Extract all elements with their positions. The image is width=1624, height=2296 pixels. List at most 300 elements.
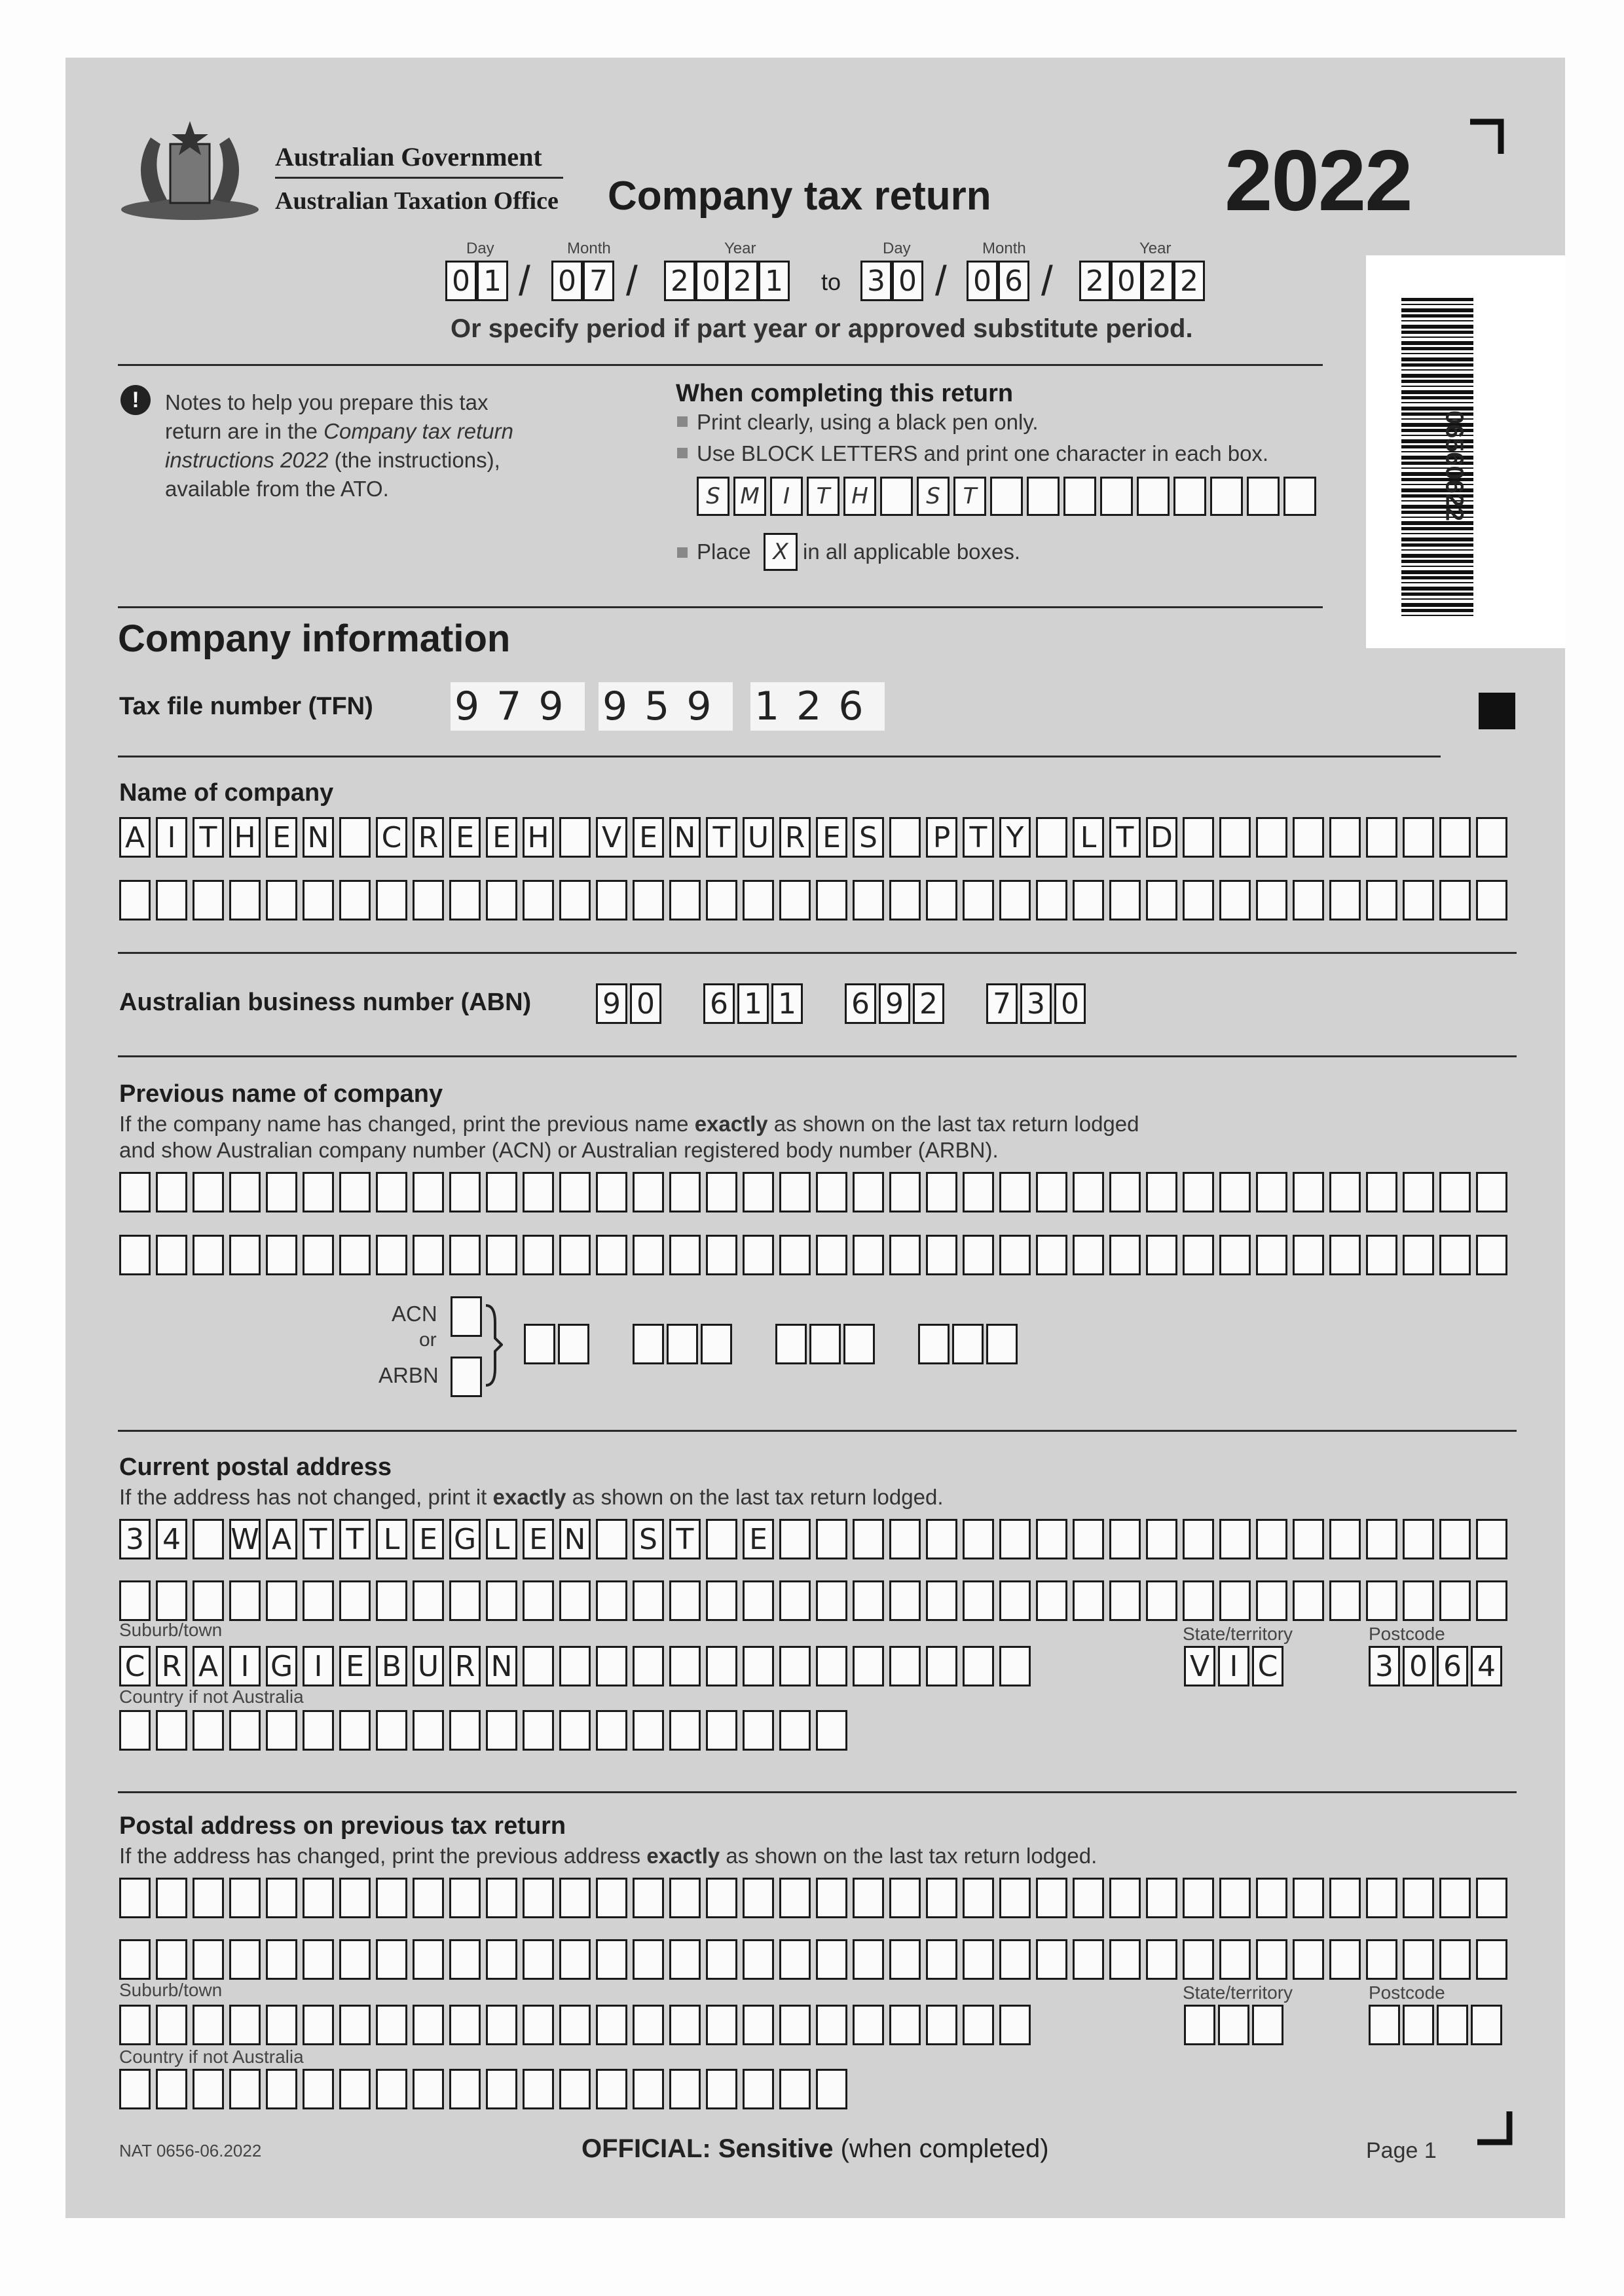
- previous-name-box[interactable]: [1329, 1235, 1361, 1275]
- previous-name-box[interactable]: [193, 1172, 224, 1212]
- current-suburb-box[interactable]: [669, 1646, 701, 1686]
- to-year-box[interactable]: 2: [1142, 261, 1173, 301]
- previous-address-box[interactable]: [926, 1878, 957, 1918]
- arbn-checkbox[interactable]: [451, 1357, 482, 1397]
- company-name-box[interactable]: E: [266, 817, 297, 858]
- previous-name-box[interactable]: [1036, 1235, 1067, 1275]
- previous-name-box[interactable]: [156, 1235, 187, 1275]
- previous-address-box[interactable]: [1366, 1939, 1397, 1980]
- previous-address-box[interactable]: [266, 1878, 297, 1918]
- acn-number-box[interactable]: [701, 1324, 732, 1364]
- previous-country-box[interactable]: [486, 2069, 517, 2109]
- to-year-box[interactable]: 2: [1079, 261, 1111, 301]
- previous-address-box[interactable]: [1329, 1878, 1361, 1918]
- previous-name-box[interactable]: [1366, 1172, 1397, 1212]
- previous-address-box[interactable]: [413, 1878, 444, 1918]
- previous-suburb-box[interactable]: [156, 2005, 187, 2045]
- previous-name-box[interactable]: [1183, 1235, 1214, 1275]
- company-name-box[interactable]: U: [743, 817, 774, 858]
- previous-name-box[interactable]: [1476, 1172, 1507, 1212]
- previous-address-box[interactable]: [523, 1939, 554, 1980]
- previous-name-box[interactable]: [889, 1172, 921, 1212]
- company-name-box[interactable]: [1403, 817, 1434, 858]
- current-address-box[interactable]: [1256, 1519, 1287, 1559]
- current-address-box[interactable]: [743, 1580, 774, 1621]
- company-name-box[interactable]: [853, 880, 884, 920]
- company-name-box[interactable]: [1109, 880, 1141, 920]
- tfn-group-1[interactable]: 979: [451, 682, 585, 731]
- previous-address-box[interactable]: [633, 1878, 664, 1918]
- current-address-box[interactable]: [303, 1580, 334, 1621]
- previous-name-box[interactable]: [963, 1172, 994, 1212]
- previous-country-box[interactable]: [229, 2069, 261, 2109]
- current-country-box[interactable]: [816, 1710, 847, 1751]
- current-country-box[interactable]: [376, 1710, 407, 1751]
- previous-address-box[interactable]: [1073, 1939, 1104, 1980]
- previous-name-box[interactable]: [1366, 1235, 1397, 1275]
- previous-postcode-box[interactable]: [1403, 2005, 1434, 2045]
- previous-address-box[interactable]: [559, 1878, 591, 1918]
- current-address-box[interactable]: [1073, 1580, 1104, 1621]
- current-suburb-box[interactable]: E: [339, 1646, 371, 1686]
- company-name-box[interactable]: T: [1109, 817, 1141, 858]
- current-suburb-box[interactable]: [596, 1646, 627, 1686]
- previous-name-box[interactable]: [1073, 1172, 1104, 1212]
- company-name-box[interactable]: [523, 880, 554, 920]
- current-address-box[interactable]: [1036, 1519, 1067, 1559]
- current-address-box[interactable]: [1403, 1580, 1434, 1621]
- company-name-box[interactable]: V: [596, 817, 627, 858]
- previous-name-box[interactable]: [816, 1172, 847, 1212]
- company-name-box[interactable]: [816, 880, 847, 920]
- previous-address-box[interactable]: [266, 1939, 297, 1980]
- previous-name-box[interactable]: [596, 1172, 627, 1212]
- previous-address-box[interactable]: [889, 1878, 921, 1918]
- previous-address-box[interactable]: [669, 1878, 701, 1918]
- company-name-box[interactable]: T: [193, 817, 224, 858]
- company-name-box[interactable]: [1329, 880, 1361, 920]
- previous-name-box[interactable]: [633, 1235, 664, 1275]
- previous-address-box[interactable]: [1476, 1878, 1507, 1918]
- previous-address-box[interactable]: [853, 1878, 884, 1918]
- current-suburb-box[interactable]: [889, 1646, 921, 1686]
- company-name-box[interactable]: [1329, 817, 1361, 858]
- from-year-box[interactable]: 2: [727, 261, 758, 301]
- to-year-box[interactable]: 2: [1173, 261, 1205, 301]
- previous-suburb-box[interactable]: [743, 2005, 774, 2045]
- current-address-box[interactable]: [669, 1580, 701, 1621]
- previous-country-box[interactable]: [303, 2069, 334, 2109]
- previous-address-box[interactable]: [449, 1878, 481, 1918]
- previous-name-box[interactable]: [633, 1172, 664, 1212]
- previous-name-box[interactable]: [1183, 1172, 1214, 1212]
- previous-name-box[interactable]: [266, 1235, 297, 1275]
- current-address-box[interactable]: [633, 1580, 664, 1621]
- previous-country-box[interactable]: [669, 2069, 701, 2109]
- current-country-box[interactable]: [229, 1710, 261, 1751]
- previous-address-box[interactable]: [449, 1939, 481, 1980]
- previous-address-box[interactable]: [963, 1878, 994, 1918]
- current-address-box[interactable]: [1476, 1580, 1507, 1621]
- from-year-box[interactable]: 2: [664, 261, 695, 301]
- current-address-box[interactable]: [523, 1580, 554, 1621]
- current-address-box[interactable]: [193, 1580, 224, 1621]
- company-name-box[interactable]: [1403, 880, 1434, 920]
- current-address-box[interactable]: [559, 1580, 591, 1621]
- current-suburb-box[interactable]: [926, 1646, 957, 1686]
- previous-address-box[interactable]: [119, 1878, 151, 1918]
- previous-address-box[interactable]: [706, 1939, 737, 1980]
- previous-name-box[interactable]: [193, 1235, 224, 1275]
- previous-address-box[interactable]: [633, 1939, 664, 1980]
- company-name-box[interactable]: [1293, 880, 1324, 920]
- previous-name-box[interactable]: [229, 1235, 261, 1275]
- previous-suburb-box[interactable]: [706, 2005, 737, 2045]
- previous-country-box[interactable]: [339, 2069, 371, 2109]
- acn-number-box[interactable]: [918, 1324, 950, 1364]
- from-day-box[interactable]: 1: [477, 261, 508, 301]
- previous-suburb-box[interactable]: [339, 2005, 371, 2045]
- current-suburb-box[interactable]: [999, 1646, 1031, 1686]
- current-suburb-box[interactable]: G: [266, 1646, 297, 1686]
- current-address-box[interactable]: [1183, 1580, 1214, 1621]
- current-suburb-box[interactable]: I: [229, 1646, 261, 1686]
- current-suburb-box[interactable]: [559, 1646, 591, 1686]
- current-address-box[interactable]: [1109, 1519, 1141, 1559]
- acn-number-box[interactable]: [986, 1324, 1018, 1364]
- current-suburb-box[interactable]: [743, 1646, 774, 1686]
- company-name-box[interactable]: [706, 880, 737, 920]
- previous-address-box[interactable]: [743, 1939, 774, 1980]
- company-name-box[interactable]: [963, 880, 994, 920]
- previous-name-box[interactable]: [889, 1235, 921, 1275]
- previous-name-box[interactable]: [816, 1235, 847, 1275]
- company-name-box[interactable]: [889, 880, 921, 920]
- previous-suburb-box[interactable]: [119, 2005, 151, 2045]
- previous-name-box[interactable]: [413, 1235, 444, 1275]
- company-name-box[interactable]: [633, 880, 664, 920]
- company-name-box[interactable]: [1036, 880, 1067, 920]
- abn-box[interactable]: 9: [879, 983, 910, 1024]
- previous-address-box[interactable]: [596, 1939, 627, 1980]
- current-address-box[interactable]: A: [266, 1519, 297, 1559]
- current-address-box[interactable]: [853, 1580, 884, 1621]
- abn-box[interactable]: 2: [913, 983, 944, 1024]
- previous-name-box[interactable]: [413, 1172, 444, 1212]
- current-suburb-box[interactable]: [853, 1646, 884, 1686]
- company-name-box[interactable]: [449, 880, 481, 920]
- current-address-box[interactable]: [1366, 1519, 1397, 1559]
- previous-name-box[interactable]: [486, 1235, 517, 1275]
- company-name-box[interactable]: [1366, 880, 1397, 920]
- acn-number-box[interactable]: [775, 1324, 807, 1364]
- previous-state-box[interactable]: [1184, 2005, 1215, 2045]
- company-name-box[interactable]: [1146, 880, 1177, 920]
- previous-address-box[interactable]: [596, 1878, 627, 1918]
- company-name-box[interactable]: N: [669, 817, 701, 858]
- current-address-box[interactable]: [1219, 1580, 1251, 1621]
- previous-address-box[interactable]: [889, 1939, 921, 1980]
- previous-name-box[interactable]: [1439, 1172, 1471, 1212]
- previous-suburb-box[interactable]: [889, 2005, 921, 2045]
- current-country-box[interactable]: [486, 1710, 517, 1751]
- current-suburb-box[interactable]: [706, 1646, 737, 1686]
- previous-suburb-box[interactable]: [486, 2005, 517, 2045]
- current-address-box[interactable]: [926, 1580, 957, 1621]
- current-suburb-box[interactable]: B: [376, 1646, 407, 1686]
- previous-suburb-box[interactable]: [193, 2005, 224, 2045]
- current-address-box[interactable]: [999, 1519, 1031, 1559]
- current-address-box[interactable]: G: [449, 1519, 481, 1559]
- current-address-box[interactable]: [1439, 1580, 1471, 1621]
- previous-address-box[interactable]: [559, 1939, 591, 1980]
- current-address-box[interactable]: 4: [156, 1519, 187, 1559]
- previous-suburb-box[interactable]: [999, 2005, 1031, 2045]
- previous-name-box[interactable]: [743, 1172, 774, 1212]
- previous-name-box[interactable]: [229, 1172, 261, 1212]
- previous-postcode-box[interactable]: [1471, 2005, 1502, 2045]
- previous-name-box[interactable]: [706, 1172, 737, 1212]
- acn-number-box[interactable]: [809, 1324, 841, 1364]
- previous-country-box[interactable]: [779, 2069, 811, 2109]
- current-suburb-box[interactable]: [633, 1646, 664, 1686]
- current-address-box[interactable]: W: [229, 1519, 261, 1559]
- previous-name-box[interactable]: [779, 1235, 811, 1275]
- previous-address-box[interactable]: [1109, 1939, 1141, 1980]
- previous-name-box[interactable]: [596, 1235, 627, 1275]
- previous-address-box[interactable]: [999, 1878, 1031, 1918]
- company-name-box[interactable]: [1476, 880, 1507, 920]
- current-address-box[interactable]: [596, 1519, 627, 1559]
- current-country-box[interactable]: [449, 1710, 481, 1751]
- current-country-box[interactable]: [339, 1710, 371, 1751]
- current-address-box[interactable]: [816, 1519, 847, 1559]
- current-address-box[interactable]: [486, 1580, 517, 1621]
- previous-country-box[interactable]: [376, 2069, 407, 2109]
- previous-name-box[interactable]: [339, 1172, 371, 1212]
- company-name-box[interactable]: [889, 817, 921, 858]
- previous-address-box[interactable]: [376, 1939, 407, 1980]
- company-name-box[interactable]: E: [486, 817, 517, 858]
- previous-suburb-box[interactable]: [559, 2005, 591, 2045]
- current-suburb-box[interactable]: [963, 1646, 994, 1686]
- acn-checkbox[interactable]: [451, 1296, 482, 1337]
- previous-address-box[interactable]: [853, 1939, 884, 1980]
- previous-name-box[interactable]: [963, 1235, 994, 1275]
- current-suburb-box[interactable]: I: [303, 1646, 334, 1686]
- previous-address-box[interactable]: [816, 1878, 847, 1918]
- previous-address-box[interactable]: [1366, 1878, 1397, 1918]
- previous-address-box[interactable]: [1256, 1939, 1287, 1980]
- company-name-box[interactable]: T: [963, 817, 994, 858]
- tfn-group-2[interactable]: 959: [599, 682, 733, 731]
- current-address-box[interactable]: [1146, 1519, 1177, 1559]
- from-month-box[interactable]: 7: [583, 261, 614, 301]
- previous-address-box[interactable]: [1476, 1939, 1507, 1980]
- current-country-box[interactable]: [559, 1710, 591, 1751]
- previous-address-box[interactable]: [523, 1878, 554, 1918]
- previous-name-box[interactable]: [1146, 1172, 1177, 1212]
- previous-address-box[interactable]: [193, 1878, 224, 1918]
- previous-country-box[interactable]: [193, 2069, 224, 2109]
- previous-address-box[interactable]: [779, 1939, 811, 1980]
- current-address-box[interactable]: [1109, 1580, 1141, 1621]
- current-address-box[interactable]: [889, 1580, 921, 1621]
- abn-box[interactable]: 6: [703, 983, 735, 1024]
- previous-address-box[interactable]: [193, 1939, 224, 1980]
- current-postcode-box[interactable]: 6: [1437, 1646, 1468, 1686]
- tfn-group-3[interactable]: 126: [750, 682, 885, 731]
- current-address-box[interactable]: T: [669, 1519, 701, 1559]
- current-address-box[interactable]: [119, 1580, 151, 1621]
- previous-name-box[interactable]: [266, 1172, 297, 1212]
- abn-box[interactable]: 6: [845, 983, 876, 1024]
- previous-suburb-box[interactable]: [816, 2005, 847, 2045]
- company-name-box[interactable]: C: [376, 817, 407, 858]
- previous-postcode-box[interactable]: [1369, 2005, 1400, 2045]
- to-month-box[interactable]: 6: [998, 261, 1029, 301]
- company-name-box[interactable]: [339, 880, 371, 920]
- previous-address-box[interactable]: [119, 1939, 151, 1980]
- current-address-box[interactable]: T: [339, 1519, 371, 1559]
- current-address-box[interactable]: L: [376, 1519, 407, 1559]
- company-name-box[interactable]: [559, 880, 591, 920]
- company-name-box[interactable]: [1439, 880, 1471, 920]
- previous-name-box[interactable]: [779, 1172, 811, 1212]
- previous-suburb-box[interactable]: [963, 2005, 994, 2045]
- acn-number-box[interactable]: [524, 1324, 555, 1364]
- abn-box[interactable]: 7: [986, 983, 1018, 1024]
- current-country-box[interactable]: [193, 1710, 224, 1751]
- previous-address-box[interactable]: [1109, 1878, 1141, 1918]
- previous-name-box[interactable]: [523, 1235, 554, 1275]
- current-country-box[interactable]: [779, 1710, 811, 1751]
- previous-name-box[interactable]: [1256, 1172, 1287, 1212]
- previous-address-box[interactable]: [413, 1939, 444, 1980]
- previous-address-box[interactable]: [816, 1939, 847, 1980]
- company-name-box[interactable]: E: [449, 817, 481, 858]
- current-address-box[interactable]: [1476, 1519, 1507, 1559]
- company-name-box[interactable]: [119, 880, 151, 920]
- company-name-box[interactable]: H: [229, 817, 261, 858]
- company-name-box[interactable]: D: [1146, 817, 1177, 858]
- current-country-box[interactable]: [523, 1710, 554, 1751]
- current-postcode-box[interactable]: 3: [1369, 1646, 1400, 1686]
- previous-state-box[interactable]: [1218, 2005, 1249, 2045]
- current-country-box[interactable]: [303, 1710, 334, 1751]
- current-address-box[interactable]: [1293, 1519, 1324, 1559]
- previous-name-box[interactable]: [1146, 1235, 1177, 1275]
- previous-suburb-box[interactable]: [669, 2005, 701, 2045]
- current-address-box[interactable]: [853, 1519, 884, 1559]
- company-name-box[interactable]: I: [156, 817, 187, 858]
- company-name-box[interactable]: P: [926, 817, 957, 858]
- previous-address-box[interactable]: [1329, 1939, 1361, 1980]
- previous-address-box[interactable]: [376, 1878, 407, 1918]
- previous-address-box[interactable]: [779, 1878, 811, 1918]
- company-name-box[interactable]: S: [853, 817, 884, 858]
- previous-address-box[interactable]: [669, 1939, 701, 1980]
- current-address-box[interactable]: E: [413, 1519, 444, 1559]
- previous-name-box[interactable]: [853, 1172, 884, 1212]
- previous-name-box[interactable]: [1109, 1172, 1141, 1212]
- previous-suburb-box[interactable]: [596, 2005, 627, 2045]
- current-state-box[interactable]: C: [1252, 1646, 1283, 1686]
- previous-name-box[interactable]: [303, 1172, 334, 1212]
- current-address-box[interactable]: [1219, 1519, 1251, 1559]
- company-name-box[interactable]: [229, 880, 261, 920]
- previous-name-box[interactable]: [669, 1235, 701, 1275]
- previous-suburb-box[interactable]: [523, 2005, 554, 2045]
- current-address-box[interactable]: L: [486, 1519, 517, 1559]
- previous-country-box[interactable]: [523, 2069, 554, 2109]
- company-name-box[interactable]: [779, 880, 811, 920]
- previous-name-box[interactable]: [376, 1172, 407, 1212]
- current-suburb-box[interactable]: R: [156, 1646, 187, 1686]
- current-address-box[interactable]: [339, 1580, 371, 1621]
- previous-country-box[interactable]: [706, 2069, 737, 2109]
- company-name-box[interactable]: [376, 880, 407, 920]
- to-day-box[interactable]: 3: [860, 261, 892, 301]
- previous-state-box[interactable]: [1252, 2005, 1283, 2045]
- previous-address-box[interactable]: [1439, 1878, 1471, 1918]
- abn-box[interactable]: 3: [1020, 983, 1052, 1024]
- previous-address-box[interactable]: [706, 1878, 737, 1918]
- company-name-box[interactable]: [1256, 880, 1287, 920]
- previous-name-box[interactable]: [559, 1235, 591, 1275]
- previous-address-box[interactable]: [743, 1878, 774, 1918]
- current-address-box[interactable]: [1183, 1519, 1214, 1559]
- previous-name-box[interactable]: [1293, 1172, 1324, 1212]
- abn-box[interactable]: 1: [771, 983, 803, 1024]
- current-address-box[interactable]: [229, 1580, 261, 1621]
- previous-address-box[interactable]: [1403, 1878, 1434, 1918]
- previous-address-box[interactable]: [339, 1939, 371, 1980]
- current-address-box[interactable]: [449, 1580, 481, 1621]
- previous-name-box[interactable]: [339, 1235, 371, 1275]
- to-year-box[interactable]: 0: [1111, 261, 1142, 301]
- current-address-box[interactable]: [963, 1580, 994, 1621]
- current-address-box[interactable]: [1256, 1580, 1287, 1621]
- previous-address-box[interactable]: [1403, 1939, 1434, 1980]
- current-address-box[interactable]: 3: [119, 1519, 151, 1559]
- company-name-box[interactable]: A: [119, 817, 151, 858]
- previous-name-box[interactable]: [1073, 1235, 1104, 1275]
- current-address-box[interactable]: [1293, 1580, 1324, 1621]
- current-address-box[interactable]: N: [559, 1519, 591, 1559]
- previous-address-box[interactable]: [229, 1878, 261, 1918]
- current-suburb-box[interactable]: U: [413, 1646, 444, 1686]
- previous-country-box[interactable]: [559, 2069, 591, 2109]
- company-name-box[interactable]: [193, 880, 224, 920]
- previous-suburb-box[interactable]: [266, 2005, 297, 2045]
- previous-name-box[interactable]: [1476, 1235, 1507, 1275]
- from-month-box[interactable]: 0: [551, 261, 583, 301]
- previous-address-box[interactable]: [1146, 1939, 1177, 1980]
- current-address-box[interactable]: [1329, 1519, 1361, 1559]
- previous-suburb-box[interactable]: [779, 2005, 811, 2045]
- current-address-box[interactable]: [779, 1580, 811, 1621]
- previous-address-box[interactable]: [1036, 1939, 1067, 1980]
- current-address-box[interactable]: [1146, 1580, 1177, 1621]
- current-address-box[interactable]: [413, 1580, 444, 1621]
- company-name-box[interactable]: Y: [999, 817, 1031, 858]
- previous-address-box[interactable]: [1219, 1878, 1251, 1918]
- company-name-box[interactable]: N: [303, 817, 334, 858]
- company-name-box[interactable]: [1036, 817, 1067, 858]
- current-state-box[interactable]: V: [1184, 1646, 1215, 1686]
- company-name-box[interactable]: [596, 880, 627, 920]
